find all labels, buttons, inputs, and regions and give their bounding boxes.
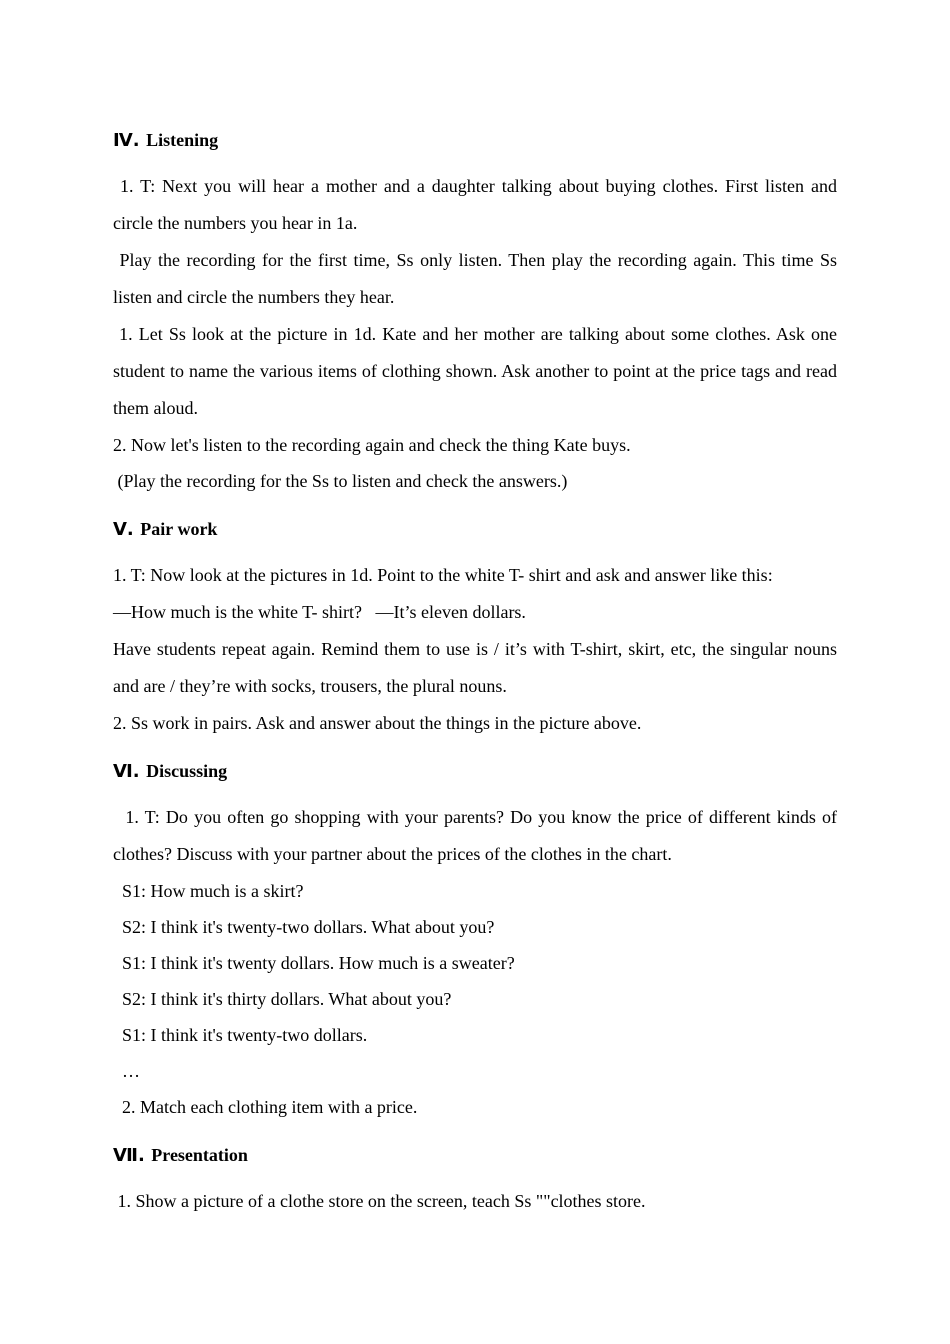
document-page bbox=[113, 118, 842, 1220]
paragraph: —How much is the white T- shirt? —It’s eleven dollars. bbox=[113, 602, 526, 622]
section-heading bbox=[113, 517, 837, 542]
section-title: Pair work bbox=[140, 519, 218, 539]
section-title: Presentation bbox=[151, 1145, 248, 1165]
section-heading bbox=[113, 128, 837, 153]
section-pair-work bbox=[113, 517, 842, 741]
dialogue-line: S2: I think it's twenty-two dollars. What about you? bbox=[113, 917, 495, 937]
paragraph: 1. T: Do you often go shopping with your parents? Do you know the price of different kinds of clothes? Discuss with your partner about the prices of the clothes in the chart. bbox=[113, 807, 842, 864]
paragraph: 1. T: Now look at the pictures in 1d. Point to the white T- shirt and ask and answer like this: bbox=[113, 565, 773, 585]
section-heading bbox=[113, 1143, 837, 1168]
section-numeral: Ⅴ. bbox=[113, 519, 134, 540]
dialogue-line: S2: I think it's thirty dollars. What about you? bbox=[113, 989, 452, 1009]
section-heading bbox=[113, 759, 837, 784]
section-numeral: Ⅳ. bbox=[113, 130, 140, 151]
ellipsis-line: … bbox=[113, 1061, 140, 1081]
paragraph: 2. Match each clothing item with a price. bbox=[113, 1097, 418, 1117]
section-presentation bbox=[113, 1143, 837, 1220]
paragraph: Have students repeat again. Remind them to use is / it’s with T-shirt, skirt, etc, the singular nouns and are / they’re with socks, trousers, the plural nouns. bbox=[113, 639, 842, 696]
section-title: Listening bbox=[146, 130, 219, 150]
section-title: Discussing bbox=[146, 761, 228, 781]
paragraph: 2. Ss work in pairs. Ask and answer about the things in the picture above. bbox=[113, 713, 642, 733]
section-numeral: Ⅵ. bbox=[113, 761, 140, 782]
paragraph: 1. Show a picture of a clothe store on the screen, teach Ss ""clothes store. bbox=[113, 1191, 646, 1211]
dialogue-line: S1: I think it's twenty dollars. How much is a sweater? bbox=[113, 953, 515, 973]
dialogue-line: S1: How much is a skirt? bbox=[113, 881, 304, 901]
dialogue-line: S1: I think it's twenty-two dollars. bbox=[113, 1025, 368, 1045]
paragraph: 1. T: Next you will hear a mother and a daughter talking about buying clothes. First listen and circle the numbers you hear in 1a. bbox=[113, 176, 842, 233]
paragraph: 2. Now let's listen to the recording again and check the thing Kate buys. bbox=[113, 435, 631, 455]
section-numeral: Ⅶ. bbox=[113, 1145, 145, 1166]
paragraph: (Play the recording for the Ss to listen and check the answers.) bbox=[113, 471, 568, 491]
section-discussing bbox=[113, 759, 842, 1125]
paragraph: 1. Let Ss look at the picture in 1d. Kate and her mother are talking about some clothes. Ask one student to name the various items of clothing shown. Ask another to point at the price tags and read them aloud. bbox=[113, 324, 842, 418]
paragraph: Play the recording for the first time, Ss only listen. Then play the recording again. This time Ss listen and circle the numbers they hear. bbox=[113, 250, 842, 307]
section-listening bbox=[113, 128, 842, 499]
